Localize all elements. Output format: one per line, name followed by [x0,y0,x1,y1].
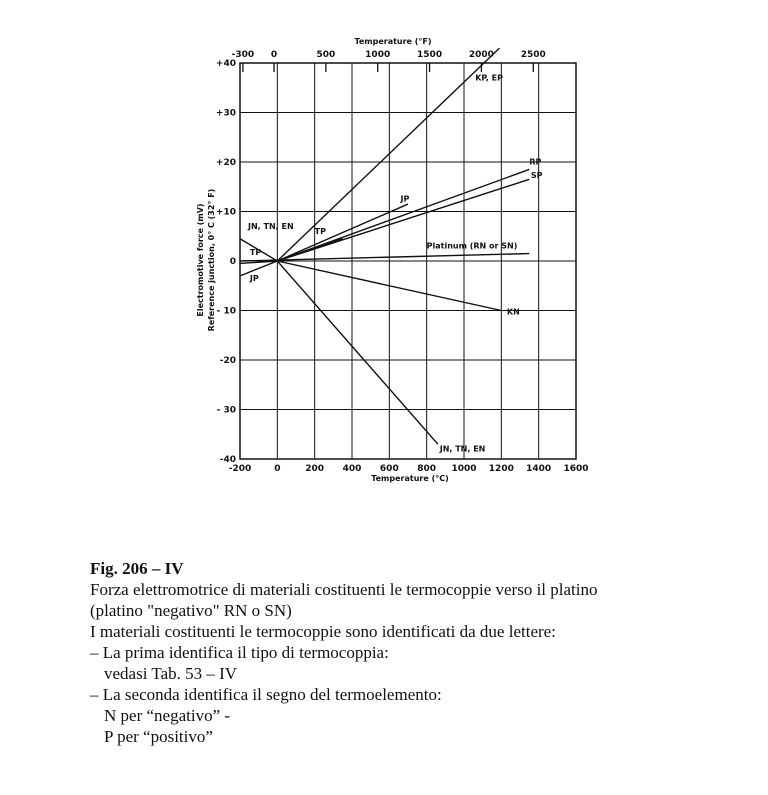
x-tick-label: 1200 [488,464,514,474]
x-tick-label: 1400 [526,464,552,474]
series-label: JN, TN, EN [439,444,486,454]
caption-line: – La seconda identifica il segno del termoelemento: [90,685,442,704]
x2-tick-label: -300 [231,50,255,60]
series-label: RP [529,157,542,167]
series-line [240,204,408,276]
series-label: KP, EP [475,73,503,83]
y-tick-label: 0 [229,257,236,267]
x2-tick-label: 1500 [417,50,443,60]
series-label: JN, TN, EN [248,221,294,231]
y-tick-label: +10 [215,207,236,218]
caption-line: I materiali costituenti le termocoppie sono identificati da due lettere: [90,622,556,641]
x2-tick-label: 2000 [468,50,494,60]
y-tick-label: - 10 [216,306,236,317]
caption-line: Forza elettromotrice di materiali costituenti le termocoppie verso il platino [90,580,598,599]
series-label: JP [249,273,259,283]
series-label: JP [400,194,410,204]
x2-axis-title: Temperature (°F) [354,37,432,46]
series-line [277,48,499,261]
series-line [240,239,438,444]
x2-tick-label: 1000 [365,50,391,60]
y-tick-label: +20 [215,158,236,168]
series-lines [240,48,543,453]
series-label: TP [314,226,326,236]
x-tick-label: 1000 [451,464,477,474]
x-tick-label: 0 [274,464,281,474]
y-axis-title: Electromotive force (mV) [196,203,205,317]
series-label: Platinum (RN or SN) [426,241,518,251]
y-tick-label: +40 [215,59,236,69]
x-tick-label: 400 [342,464,362,474]
y-axis-subtitle: Reference junction, 0° C (32° F) [207,188,216,332]
y-tick-label: -40 [219,455,236,465]
caption-line: – La prima identifica il tipo di termocoppia: [90,643,389,662]
x2-tick-label: 2500 [520,50,546,60]
x-tick-label: 200 [305,464,325,474]
y-tick-label: +30 [215,108,236,119]
grid [240,63,576,459]
x-tick-label: 1600 [563,464,589,474]
series-label: TP [249,248,262,258]
y-tick-label: - 30 [216,405,236,416]
x2-tick-label: 500 [316,50,336,60]
caption-line: P per “positivo” [104,727,213,746]
series-label: SP [530,170,543,180]
x-tick-label: 800 [417,464,437,474]
x2-tick-label: 0 [270,50,278,60]
figure-title: Fig. 206 – IV [90,559,184,578]
figure-caption [90,558,750,747]
caption-line: vedasi Tab. 53 – IV [104,664,238,683]
y-tick-label: -20 [219,356,236,366]
x-tick-label: -200 [228,464,252,474]
x-tick-label: 600 [379,464,399,474]
caption-line: N per “negativo” - [104,706,231,725]
x-axis-title: Temperature (°C) [371,474,449,483]
caption-line: (platino "negativo" RN o SN) [90,601,292,620]
series-label: KN [506,307,520,317]
